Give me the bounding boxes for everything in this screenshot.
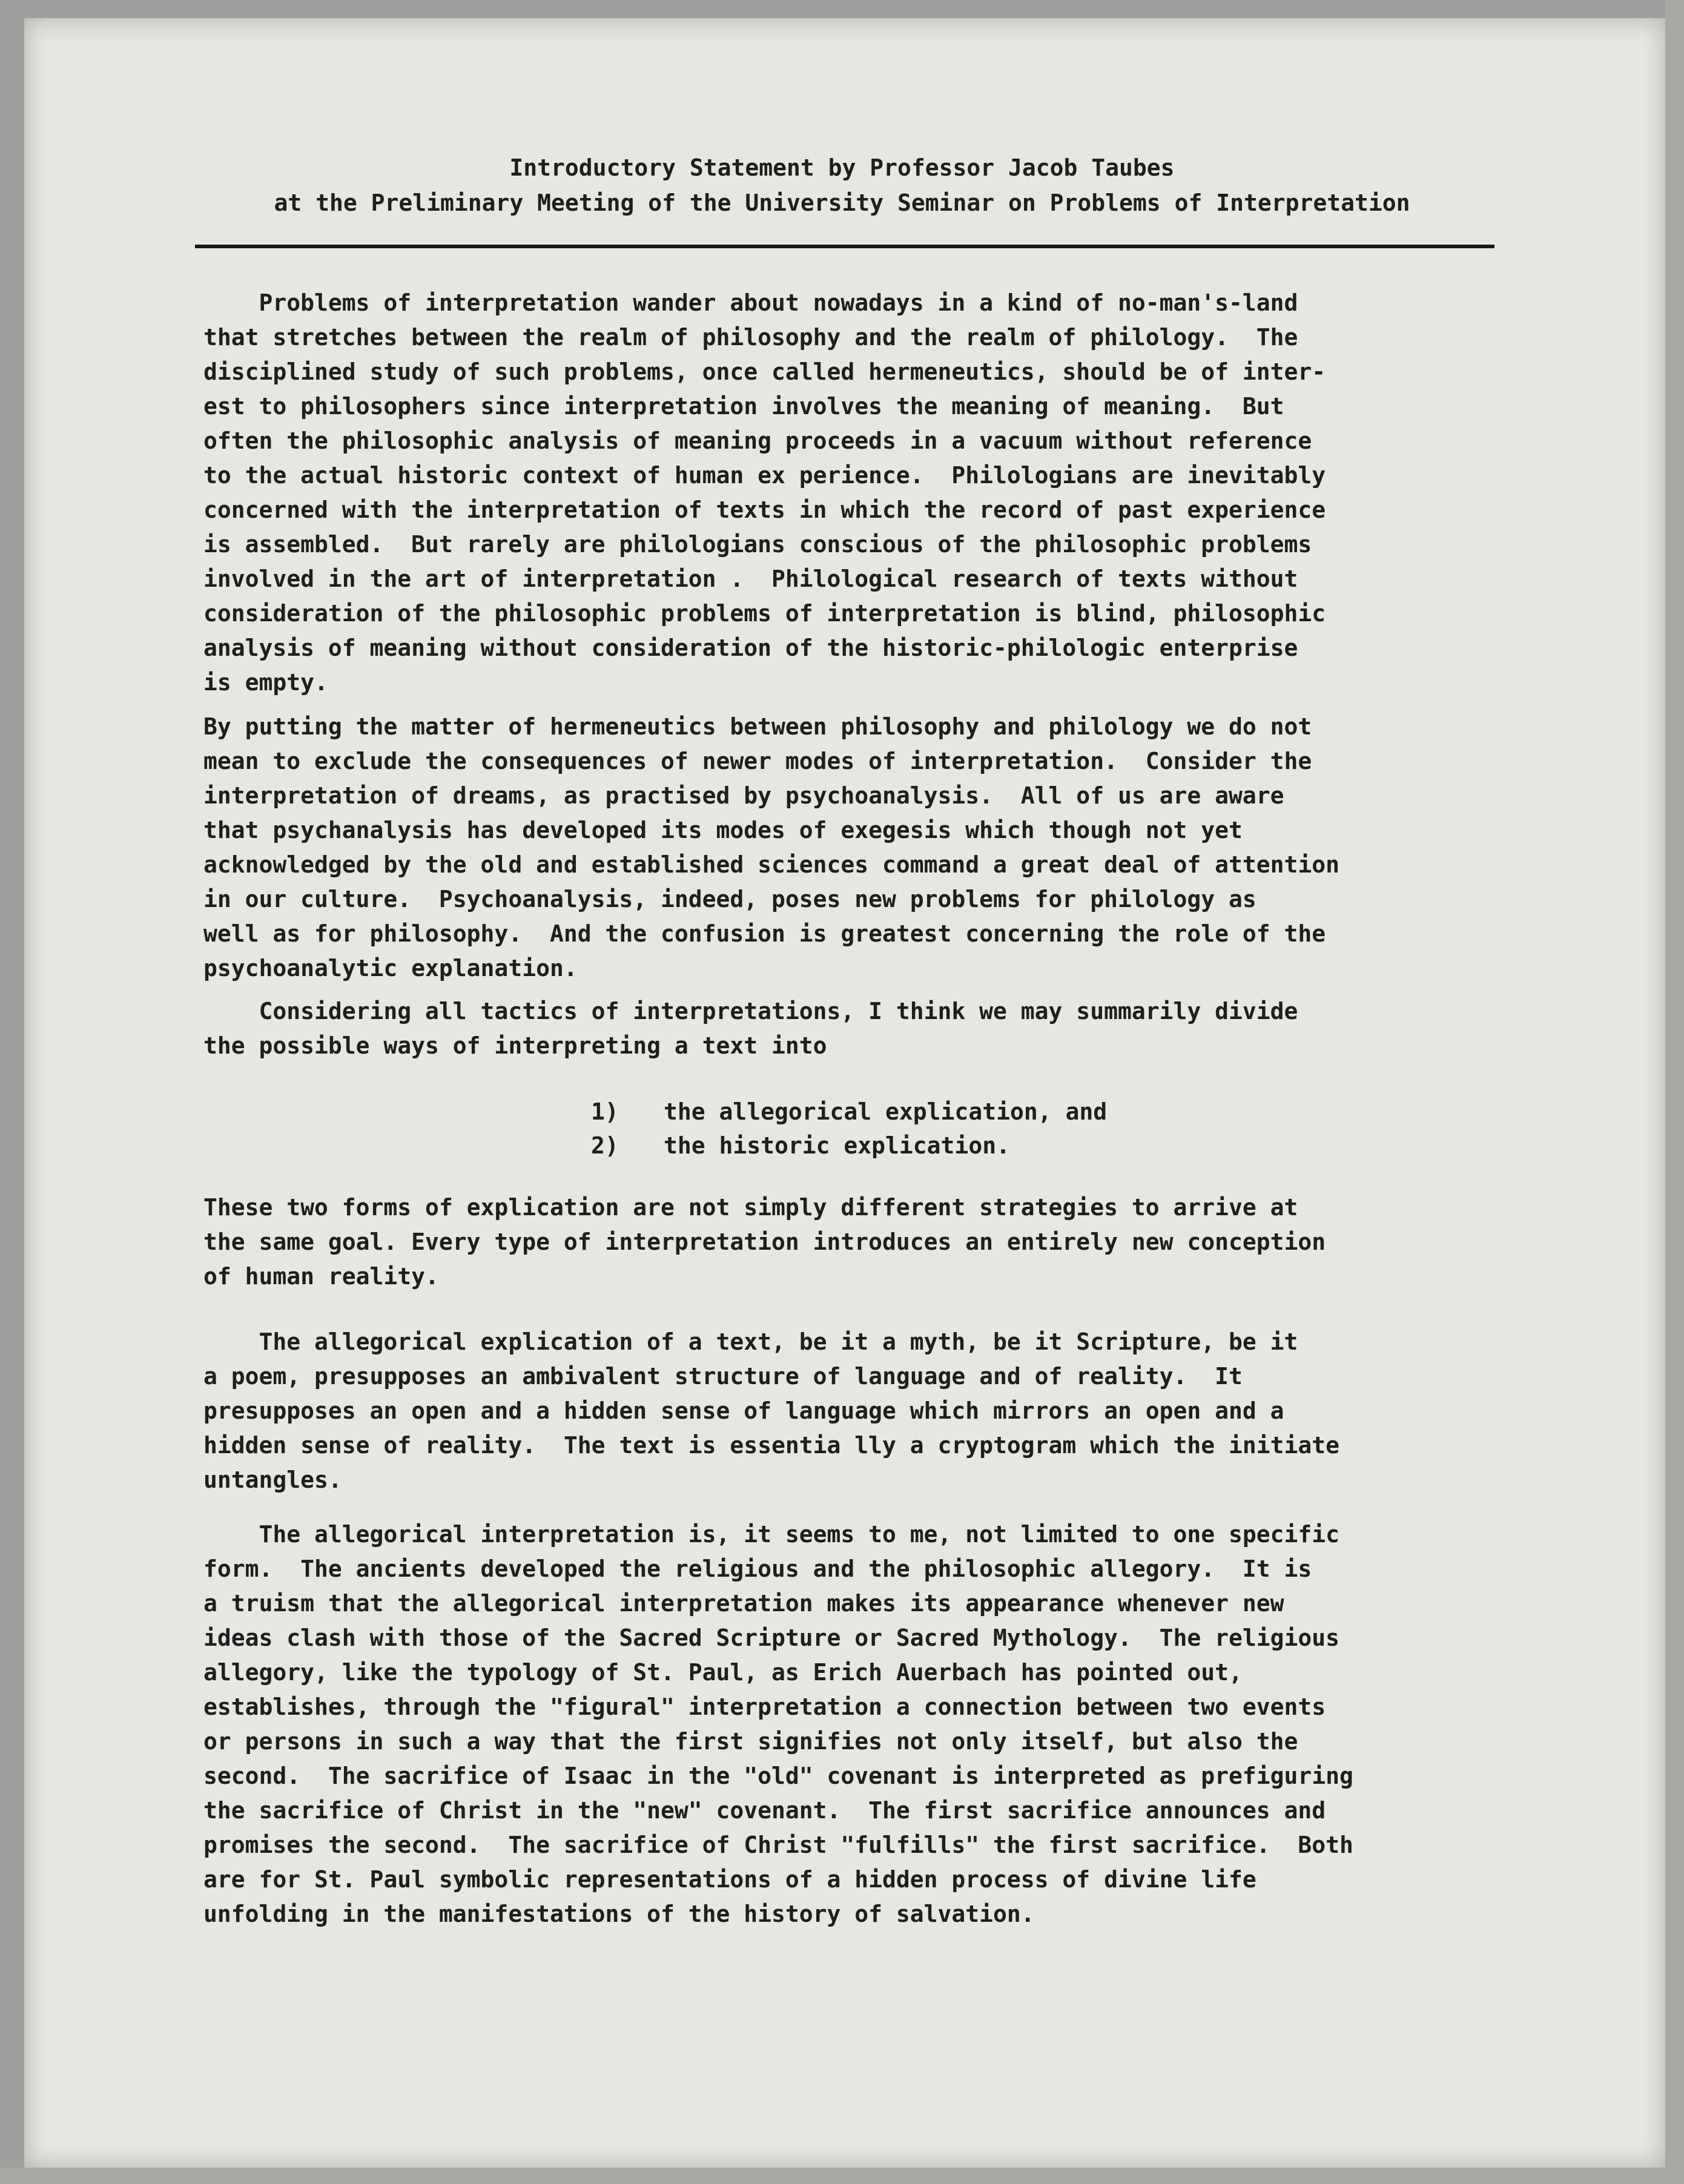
paragraph-line: that stretches between the realm of philosophy and the realm of philology. The (203, 324, 1298, 351)
list-item-text: the historic explication. (664, 1132, 1010, 1159)
paragraph-line: the possible ways of interpreting a text into (203, 1032, 827, 1059)
paragraph-line: ideas clash with those of the Sacred Scripture or Sacred Mythology. The religious (203, 1625, 1339, 1651)
paragraph-line: analysis of meaning without consideration of the historic-philologic enterprise (203, 635, 1298, 661)
paragraph-line: concerned with the interpretation of texts in which the record of past experience (203, 497, 1326, 523)
paragraph-line: hidden sense of reality. The text is essentia lly a cryptogram which the initiate (203, 1432, 1339, 1459)
paragraph-line: mean to exclude the consequences of newer modes of interpretation. Consider the (203, 748, 1312, 774)
header-divider (195, 245, 1494, 248)
list-item (591, 1095, 1107, 1129)
paragraph-line: establishes, through the "figural" interpretation a connection between two events (203, 1694, 1326, 1720)
paragraph-line: presupposes an open and a hidden sense of language which mirrors an open and a (203, 1397, 1284, 1424)
paragraph-line: second. The sacrifice of Isaac in the "old" covenant is interpreted as prefiguring (203, 1763, 1353, 1789)
paragraph-3 (203, 994, 1298, 1063)
paragraph-line: the sacrifice of Christ in the "new" covenant. The first sacrifice announces and (203, 1797, 1326, 1824)
paragraph-line: that psychanalysis has developed its modes of exegesis which though not yet (203, 817, 1243, 843)
paragraph-line: These two forms of explication are not simply different strategies to arrive at (203, 1194, 1298, 1221)
list-item (591, 1129, 1010, 1163)
paragraph-1 (203, 286, 1326, 700)
paragraph-line: disciplined study of such problems, once called hermeneutics, should be of inter- (203, 358, 1326, 385)
paragraph-line: interpretation of dreams, as practised by psychoanalysis. All of us are aware (203, 782, 1284, 809)
paragraph-line: well as for philosophy. And the confusion is greatest concerning the role of the (203, 920, 1326, 947)
paragraph-4 (203, 1190, 1326, 1294)
paragraph-line: involved in the art of interpretation . Philological research of texts without (203, 566, 1298, 592)
paragraph-line: psychoanalytic explanation. (203, 955, 578, 981)
paragraph-line: or persons in such a way that the first signifies not only itself, but also the (203, 1728, 1298, 1755)
paragraph-line: in our culture. Psychoanalysis, indeed, poses new problems for philology as (203, 886, 1256, 912)
paragraph-line: allegory, like the typology of St. Paul, as Erich Auerbach has pointed out, (203, 1659, 1243, 1686)
paragraph-line: is empty. (203, 669, 328, 696)
paragraph-line: often the philosophic analysis of meaning proceeds in a vacuum without reference (203, 427, 1312, 454)
paragraph-line: form. The ancients developed the religious and the philosophic allegory. It is (203, 1556, 1312, 1582)
scan-border-right (1665, 0, 1684, 2184)
paragraph-line: a poem, presupposes an ambivalent structure of language and of reality. It (203, 1363, 1243, 1390)
list-item-number: 1) (591, 1098, 619, 1125)
paragraph-line: The allegorical interpretation is, it seems to me, not limited to one specific (203, 1521, 1339, 1548)
paragraph-line: unfolding in the manifestations of the history of salvation. (203, 1901, 1035, 1927)
paragraph-line: of human reality. (203, 1263, 439, 1290)
paragraph-2 (203, 710, 1339, 986)
paragraph-line: promises the second. The sacrifice of Christ "fulfills" the first sacrifice. Both (203, 1832, 1353, 1858)
paragraph-line: est to philosophers since interpretation involves the meaning of meaning. But (203, 393, 1284, 420)
paragraph-line: a truism that the allegorical interpretation makes its appearance whenever new (203, 1590, 1284, 1617)
header-title-line-1: Introductory Statement by Professor Jacob Taubes (509, 154, 1175, 181)
header-title-line-2: at the Preliminary Meeting of the University Seminar on Problems of Interpretation (274, 190, 1410, 216)
document-header (0, 150, 1684, 220)
paragraph-5 (203, 1325, 1339, 1497)
paragraph-line: consideration of the philosophic problems of interpretation is blind, philosophic (203, 600, 1326, 627)
paragraph-line: The allegorical explication of a text, be it a myth, be it Scripture, be it (203, 1328, 1298, 1355)
paragraph-line: Problems of interpretation wander about nowadays in a kind of no-man's-land (203, 289, 1298, 316)
paragraph-line: acknowledged by the old and established sciences command a great deal of attention (203, 851, 1339, 878)
paragraph-line: the same goal. Every type of interpretation introduces an entirely new conception (203, 1229, 1326, 1255)
scan-border-bottom (0, 2168, 1684, 2184)
list-item-number: 2) (591, 1132, 619, 1159)
paragraph-line: to the actual historic context of human ex perience. Philologians are inevitably (203, 462, 1326, 489)
list-item-text: the allegorical explication, and (664, 1098, 1108, 1125)
paragraph-line: are for St. Paul symbolic representations of a hidden process of divine life (203, 1866, 1256, 1893)
paragraph-line: By putting the matter of hermeneutics between philosophy and philology we do not (203, 713, 1312, 740)
paragraph-line: is assembled. But rarely are philologians conscious of the philosophic problems (203, 531, 1312, 558)
paragraph-6 (203, 1517, 1353, 1932)
paragraph-line: untangles. (203, 1466, 342, 1493)
paragraph-line: Considering all tactics of interpretations, I think we may summarily divide (203, 998, 1298, 1024)
